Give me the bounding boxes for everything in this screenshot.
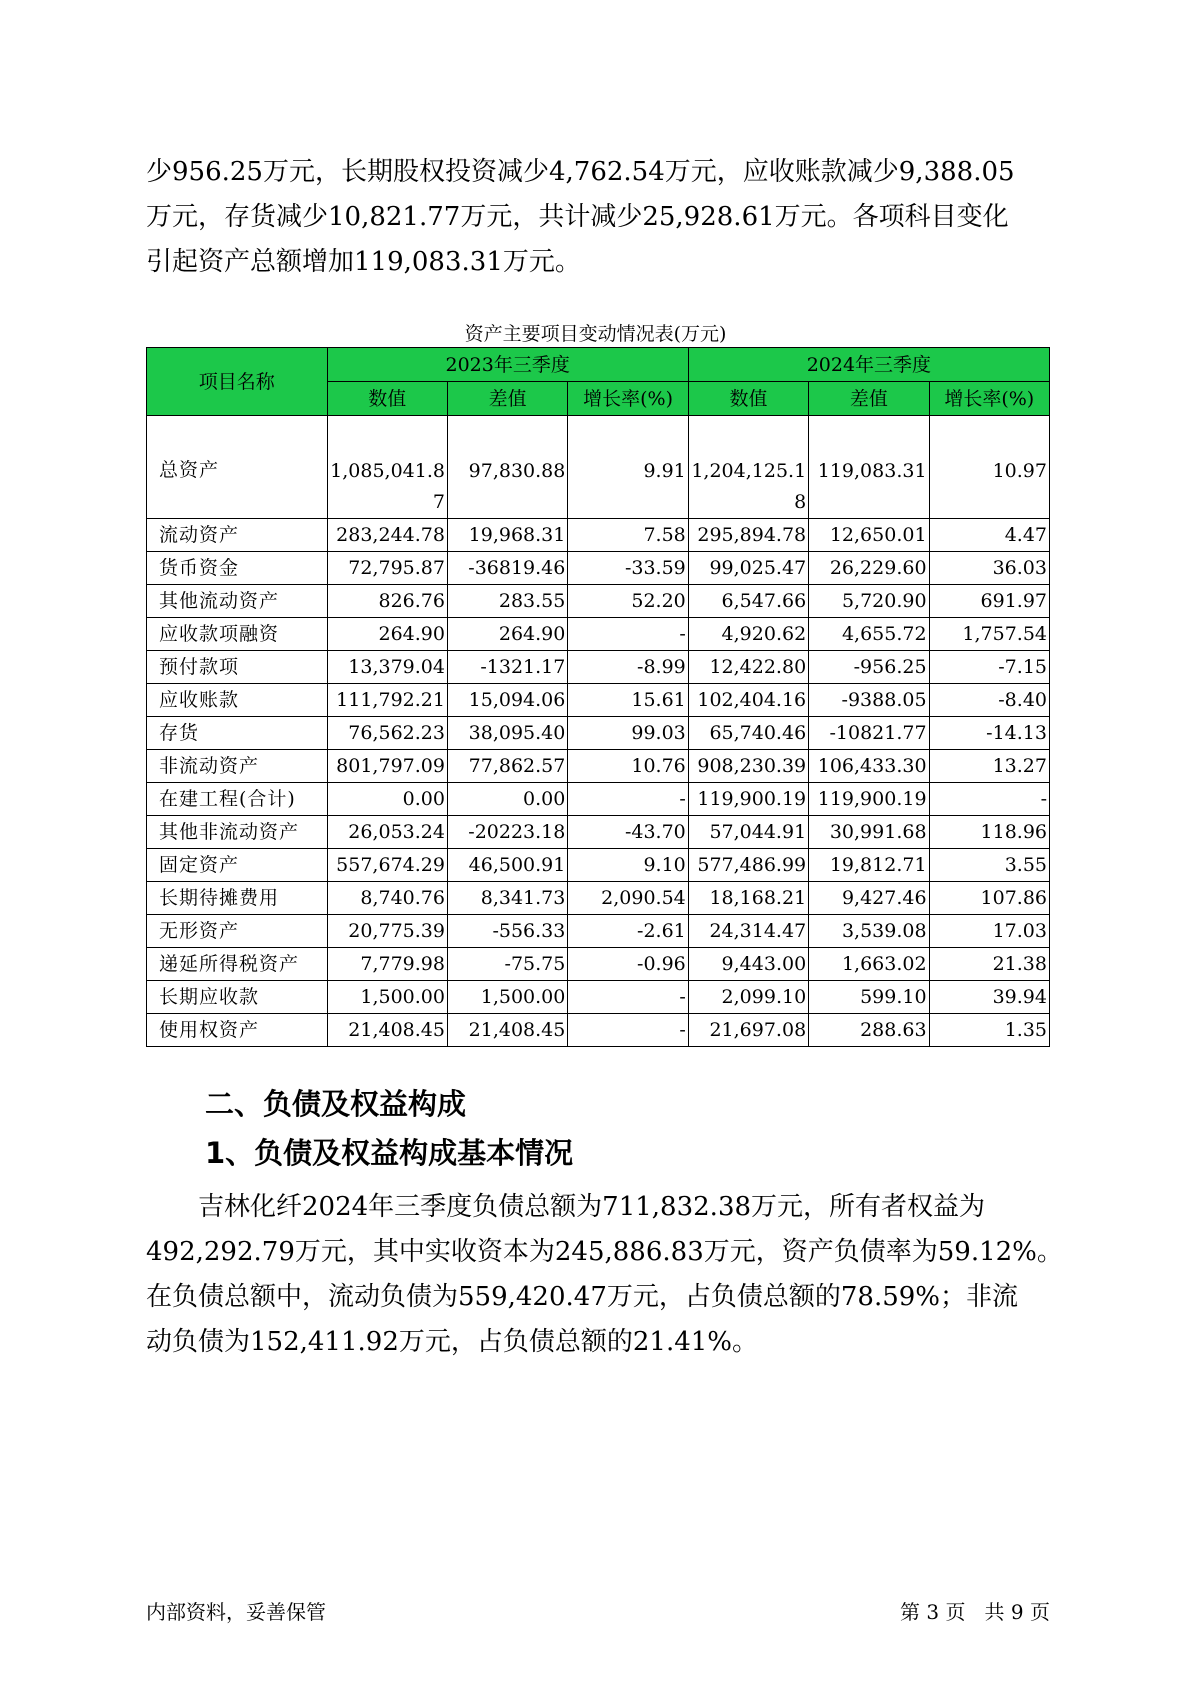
table-row [147, 684, 1050, 717]
asset-change-table [146, 347, 1050, 1047]
cell-diff-2024: 19,812.71 [809, 849, 929, 882]
header-item-name: 项目名称 [147, 348, 328, 416]
cell-growth-2024: 21.38 [929, 948, 1049, 981]
cell-value-2024: 18,168.21 [688, 882, 808, 915]
cell-value-2023: 76,562.23 [327, 717, 447, 750]
cell-diff-2023: -556.33 [447, 915, 567, 948]
row-item-name: 长期待摊费用 [147, 882, 328, 915]
cell-diff-2023: 0.00 [447, 783, 567, 816]
cell-growth-2023: 15.61 [568, 684, 688, 717]
table-row [147, 416, 1050, 519]
body-line: 吉林化纤2024年三季度负债总额为711,832.38万元，所有者权益为 [198, 1192, 986, 1222]
cell-value-2024: 2,099.10 [688, 981, 808, 1014]
table-row [147, 816, 1050, 849]
cell-growth-2023: 52.20 [568, 585, 688, 618]
header-growth-2023: 增长率(%) [568, 382, 688, 416]
intro-line: 万元，存货减少10,821.77万元，共计减少25,928.61万元。各项科目变化 [146, 202, 1009, 232]
body-line: 492,292.79万元，其中实收资本为245,886.83万元，资产负债率为59.12%。 [146, 1237, 1063, 1267]
cell-growth-2023: 9.10 [568, 849, 688, 882]
table-row [147, 882, 1050, 915]
table-row [147, 783, 1050, 816]
body-line: 动负债为152,411.92万元，占负债总额的21.41%。 [146, 1327, 759, 1357]
cell-growth-2023: -0.96 [568, 948, 688, 981]
cell-value-2023: 21,408.45 [327, 1014, 447, 1047]
row-item-name: 存货 [147, 717, 328, 750]
cell-growth-2024: 3.55 [929, 849, 1049, 882]
cell-value-2023: 26,053.24 [327, 816, 447, 849]
cell-value-2024: 119,900.19 [688, 783, 808, 816]
cell-diff-2024: 26,229.60 [809, 552, 929, 585]
cell-growth-2023: -33.59 [568, 552, 688, 585]
cell-growth-2024: -7.15 [929, 651, 1049, 684]
cell-diff-2024: 9,427.46 [809, 882, 929, 915]
table-row [147, 519, 1050, 552]
row-item-name: 应收款项融资 [147, 618, 328, 651]
footer-page-number: 第 3 页 共 9 页 [900, 1600, 1050, 1624]
cell-growth-2024: 13.27 [929, 750, 1049, 783]
row-item-name: 长期应收款 [147, 981, 328, 1014]
table-row [147, 915, 1050, 948]
cell-growth-2024: -14.13 [929, 717, 1049, 750]
header-period-2023: 2023年三季度 [327, 348, 688, 382]
cell-value-2024: 24,314.47 [688, 915, 808, 948]
cell-growth-2023: 10.76 [568, 750, 688, 783]
cell-diff-2023: 46,500.91 [447, 849, 567, 882]
cell-diff-2024: 119,900.19 [809, 783, 929, 816]
cell-diff-2024: 1,663.02 [809, 948, 929, 981]
cell-diff-2024: 12,650.01 [809, 519, 929, 552]
cell-growth-2024: 39.94 [929, 981, 1049, 1014]
header-diff-2023: 差值 [447, 382, 567, 416]
cell-diff-2023: 97,830.88 [447, 416, 567, 519]
cell-growth-2023: 2,090.54 [568, 882, 688, 915]
cell-diff-2023: 21,408.45 [447, 1014, 567, 1047]
cell-diff-2023: 77,862.57 [447, 750, 567, 783]
cell-value-2023: 0.00 [327, 783, 447, 816]
table-body [147, 416, 1050, 1047]
row-item-name: 流动资产 [147, 519, 328, 552]
cell-value-2023: 264.90 [327, 618, 447, 651]
header-value-2024: 数值 [688, 382, 808, 416]
cell-growth-2023: -43.70 [568, 816, 688, 849]
cell-growth-2023: 7.58 [568, 519, 688, 552]
cell-value-2024: 21,697.08 [688, 1014, 808, 1047]
cell-growth-2024: 10.97 [929, 416, 1049, 519]
table-row [147, 981, 1050, 1014]
cell-diff-2024: 30,991.68 [809, 816, 929, 849]
cell-value-2024: 295,894.78 [688, 519, 808, 552]
table-row [147, 585, 1050, 618]
row-item-name: 无形资产 [147, 915, 328, 948]
table-row [147, 552, 1050, 585]
row-item-name: 非流动资产 [147, 750, 328, 783]
cell-diff-2023: 38,095.40 [447, 717, 567, 750]
cell-value-2024: 12,422.80 [688, 651, 808, 684]
footer-confidential-note: 内部资料，妥善保管 [146, 1600, 326, 1624]
cell-value-2023: 826.76 [327, 585, 447, 618]
cell-diff-2023: 283.55 [447, 585, 567, 618]
cell-diff-2023: -75.75 [447, 948, 567, 981]
cell-growth-2024: 1,757.54 [929, 618, 1049, 651]
table-row [147, 948, 1050, 981]
cell-value-2023: 20,775.39 [327, 915, 447, 948]
intro-paragraph [146, 150, 1046, 285]
cell-diff-2023: -36819.46 [447, 552, 567, 585]
cell-value-2023: 1,500.00 [327, 981, 447, 1014]
cell-value-2023: 8,740.76 [327, 882, 447, 915]
row-item-name: 使用权资产 [147, 1014, 328, 1047]
cell-value-2023: 1,085,041.87 [327, 416, 447, 519]
cell-growth-2024: 691.97 [929, 585, 1049, 618]
row-item-name: 固定资产 [147, 849, 328, 882]
cell-growth-2023: 9.91 [568, 416, 688, 519]
cell-value-2024: 577,486.99 [688, 849, 808, 882]
subsection-heading: 1、负债及权益构成基本情况 [205, 1136, 574, 1170]
cell-value-2023: 72,795.87 [327, 552, 447, 585]
cell-diff-2023: -1321.17 [447, 651, 567, 684]
cell-growth-2023: 99.03 [568, 717, 688, 750]
cell-diff-2024: 106,433.30 [809, 750, 929, 783]
cell-diff-2024: -956.25 [809, 651, 929, 684]
cell-value-2024: 99,025.47 [688, 552, 808, 585]
cell-growth-2023: - [568, 783, 688, 816]
cell-diff-2023: -20223.18 [447, 816, 567, 849]
cell-value-2023: 283,244.78 [327, 519, 447, 552]
cell-value-2024: 908,230.39 [688, 750, 808, 783]
cell-diff-2023: 15,094.06 [447, 684, 567, 717]
header-growth-2024: 增长率(%) [929, 382, 1049, 416]
cell-diff-2024: -10821.77 [809, 717, 929, 750]
cell-growth-2023: - [568, 1014, 688, 1047]
cell-value-2023: 111,792.21 [327, 684, 447, 717]
cell-diff-2024: 3,539.08 [809, 915, 929, 948]
cell-growth-2024: - [929, 783, 1049, 816]
section-heading: 二、负债及权益构成 [205, 1087, 467, 1121]
cell-growth-2023: -2.61 [568, 915, 688, 948]
cell-diff-2023: 264.90 [447, 618, 567, 651]
cell-growth-2024: 36.03 [929, 552, 1049, 585]
cell-diff-2024: 288.63 [809, 1014, 929, 1047]
cell-diff-2023: 8,341.73 [447, 882, 567, 915]
table-row [147, 651, 1050, 684]
row-item-name: 其他非流动资产 [147, 816, 328, 849]
cell-diff-2024: 5,720.90 [809, 585, 929, 618]
cell-value-2024: 102,404.16 [688, 684, 808, 717]
cell-value-2024: 6,547.66 [688, 585, 808, 618]
row-item-name: 预付款项 [147, 651, 328, 684]
cell-growth-2023: -8.99 [568, 651, 688, 684]
cell-value-2024: 57,044.91 [688, 816, 808, 849]
cell-growth-2024: 118.96 [929, 816, 1049, 849]
cell-value-2024: 4,920.62 [688, 618, 808, 651]
table-row [147, 849, 1050, 882]
table-row [147, 717, 1050, 750]
row-item-name: 货币资金 [147, 552, 328, 585]
cell-growth-2024: 4.47 [929, 519, 1049, 552]
row-item-name: 在建工程(合计) [147, 783, 328, 816]
cell-value-2023: 801,797.09 [327, 750, 447, 783]
body-line: 在负债总额中，流动负债为559,420.47万元，占负债总额的78.59%；非流 [146, 1282, 1019, 1312]
table-row [147, 750, 1050, 783]
cell-growth-2023: - [568, 981, 688, 1014]
table-row [147, 1014, 1050, 1047]
cell-value-2023: 557,674.29 [327, 849, 447, 882]
cell-growth-2024: 1.35 [929, 1014, 1049, 1047]
cell-value-2024: 65,740.46 [688, 717, 808, 750]
body-paragraph [146, 1185, 1063, 1365]
row-item-name: 总资产 [147, 416, 328, 519]
cell-diff-2023: 19,968.31 [447, 519, 567, 552]
intro-line: 少956.25万元，长期股权投资减少4,762.54万元，应收账款减少9,388.05 [146, 157, 1015, 187]
intro-line: 引起资产总额增加119,083.31万元。 [146, 247, 581, 277]
cell-diff-2024: 599.10 [809, 981, 929, 1014]
cell-value-2024: 1,204,125.18 [688, 416, 808, 519]
cell-value-2023: 13,379.04 [327, 651, 447, 684]
cell-value-2023: 7,779.98 [327, 948, 447, 981]
header-period-2024: 2024年三季度 [688, 348, 1049, 382]
header-diff-2024: 差值 [809, 382, 929, 416]
row-item-name: 应收账款 [147, 684, 328, 717]
cell-growth-2024: 17.03 [929, 915, 1049, 948]
cell-growth-2023: - [568, 618, 688, 651]
header-value-2023: 数值 [327, 382, 447, 416]
row-item-name: 其他流动资产 [147, 585, 328, 618]
table-caption: 资产主要项目变动情况表(万元) [464, 323, 727, 345]
cell-diff-2024: -9388.05 [809, 684, 929, 717]
cell-growth-2024: -8.40 [929, 684, 1049, 717]
cell-diff-2024: 119,083.31 [809, 416, 929, 519]
cell-value-2024: 9,443.00 [688, 948, 808, 981]
cell-growth-2024: 107.86 [929, 882, 1049, 915]
row-item-name: 递延所得税资产 [147, 948, 328, 981]
table-row [147, 618, 1050, 651]
cell-diff-2023: 1,500.00 [447, 981, 567, 1014]
cell-diff-2024: 4,655.72 [809, 618, 929, 651]
